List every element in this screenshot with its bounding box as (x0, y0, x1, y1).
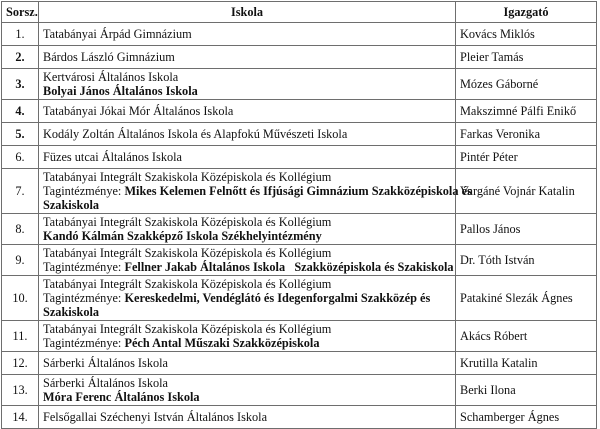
table-row (2, 321, 597, 352)
school-name-line (43, 356, 451, 370)
school-name-text: Bárdos László Gimnázium (43, 50, 175, 64)
school-name-cell (39, 245, 456, 276)
school-name-line (43, 84, 451, 98)
table-row (2, 245, 597, 276)
director-name: Krutilla Katalin (456, 352, 597, 375)
row-number: 12. (2, 352, 39, 375)
school-name-text: Tatabányai Árpád Gimnázium (43, 27, 192, 41)
school-name-bold-text: Szakiskola (43, 198, 100, 212)
table-row (2, 23, 597, 46)
row-number: 7. (2, 169, 39, 214)
school-name-text: Füzes utcai Általános Iskola (43, 150, 182, 164)
school-name-line (43, 127, 451, 141)
school-name-bold-text: Móra Ferenc Általános Iskola (43, 390, 200, 404)
school-name-line (43, 260, 454, 274)
school-name-text: Tagintézménye: (43, 291, 125, 305)
school-name-cell (39, 100, 456, 123)
school-name-bold-text: Péch Antal Műszaki Szakközépiskola (124, 336, 320, 350)
school-name-line (43, 150, 451, 164)
school-name-text: Tatabányai Integrált Szakiskola Középiskola és Kollégium (43, 246, 332, 260)
school-name-cell (39, 321, 456, 352)
school-name-text: Tatabányai Integrált Szakiskola Középiskola és Kollégium (43, 215, 332, 229)
school-name-line (43, 336, 451, 350)
header-school: Iskola (39, 2, 456, 23)
school-name-line (43, 390, 451, 404)
header-director: Igazgató (456, 2, 597, 23)
school-name-line (43, 322, 451, 336)
row-number: 13. (2, 375, 39, 406)
school-name-line (43, 277, 451, 291)
table-row (2, 123, 597, 146)
school-name-line (43, 70, 451, 84)
director-name: Schamberger Ágnes (456, 406, 597, 429)
school-name-bold-text: Szakiskola (43, 305, 100, 319)
school-name-text: Sárberki Általános Iskola (43, 356, 168, 370)
director-name: Berki Ilona (456, 375, 597, 406)
row-number: 6. (2, 146, 39, 169)
row-number: 9. (2, 245, 39, 276)
school-name-bold-text: Kandó Kálmán Szakképző Iskola Székhelyintézmény (43, 229, 322, 243)
school-name-line (43, 198, 451, 212)
school-name-cell (39, 406, 456, 429)
table-body (2, 23, 597, 429)
director-name: Farkas Veronika (456, 123, 597, 146)
table-row (2, 146, 597, 169)
school-name-bold-text: Bolyai János Általános Iskola (43, 84, 198, 98)
school-name-line (43, 215, 451, 229)
school-name-cell (39, 375, 456, 406)
school-name-line (43, 104, 451, 118)
director-name: Pintér Péter (456, 146, 597, 169)
school-name-line (43, 376, 451, 390)
school-name-cell (39, 146, 456, 169)
school-name-cell (39, 352, 456, 375)
school-name-line (43, 50, 451, 64)
school-name-line (43, 27, 451, 41)
director-name: Kovács Miklós (456, 23, 597, 46)
table-row (2, 169, 597, 214)
director-name: Patakiné Slezák Ágnes (456, 276, 597, 321)
director-name: Makszimné Pálfi Enikő (456, 100, 597, 123)
row-number: 1. (2, 23, 39, 46)
school-name-cell (39, 214, 456, 245)
school-name-cell (39, 123, 456, 146)
school-name-cell (39, 46, 456, 69)
table-row (2, 214, 597, 245)
school-name-text: Kertvárosi Általános Iskola (43, 70, 179, 84)
school-name-line (43, 184, 472, 198)
school-name-text: Tatabányai Integrált Szakiskola Középiskola és Kollégium (43, 170, 332, 184)
row-number: 14. (2, 406, 39, 429)
school-name-bold-text: Kereskedelmi, Vendéglátó és Idegenforgalmi Szakközép és (124, 291, 431, 305)
school-name-text: Tagintézménye: (43, 336, 125, 350)
director-name: Mózes Gáborné (456, 69, 597, 100)
school-name-line (43, 305, 451, 319)
school-name-cell (39, 23, 456, 46)
school-name-line (43, 410, 451, 424)
table-row (2, 406, 597, 429)
school-name-text: Tatabányai Integrált Szakiskola Középiskola és Kollégium (43, 277, 332, 291)
row-number: 4. (2, 100, 39, 123)
school-name-cell (39, 69, 456, 100)
table-row (2, 352, 597, 375)
row-number: 2. (2, 46, 39, 69)
school-name-cell (39, 169, 472, 214)
row-number: 8. (2, 214, 39, 245)
header-number: Sorsz. (2, 2, 39, 23)
table-row (2, 69, 597, 100)
table-row (2, 276, 597, 321)
school-name-text: Tagintézménye: (43, 260, 125, 274)
table-row (2, 375, 597, 406)
school-name-text: Kodály Zoltán Általános Iskola és Alapfokú Művészeti Iskola (43, 127, 348, 141)
school-name-text: Felsőgallai Széchenyi István Általános Iskola (43, 410, 268, 424)
school-name-line (43, 246, 451, 260)
school-name-bold-text: Fellner Jakab Általános Iskola Szakközépiskola és Szakiskola (124, 260, 454, 274)
director-name: Pleier Tamás (456, 46, 597, 69)
row-number: 11. (2, 321, 39, 352)
header-row (2, 2, 597, 23)
school-name-text: Sárberki Általános Iskola (43, 376, 168, 390)
school-name-text: Tagintézménye: (43, 184, 125, 198)
director-name: Akács Róbert (456, 321, 597, 352)
school-name-text: Tatabányai Jókai Mór Általános Iskola (43, 104, 234, 118)
director-name: Vargáné Vojnár Katalin (456, 169, 597, 214)
school-name-bold-text: Mikes Kelemen Felnőtt és Ifjúsági Gimnázium Szakközépiskola és (124, 184, 472, 198)
school-name-text: Tatabányai Integrált Szakiskola Középiskola és Kollégium (43, 322, 332, 336)
table-row (2, 100, 597, 123)
director-name: Dr. Tóth István (456, 245, 597, 276)
school-name-line (43, 229, 451, 243)
schools-table (1, 1, 597, 429)
school-name-line (43, 170, 451, 184)
row-number: 3. (2, 69, 39, 100)
row-number: 5. (2, 123, 39, 146)
row-number: 10. (2, 276, 39, 321)
school-name-cell (39, 276, 456, 321)
table-row (2, 46, 597, 69)
school-name-line (43, 291, 451, 305)
director-name: Pallos János (456, 214, 597, 245)
